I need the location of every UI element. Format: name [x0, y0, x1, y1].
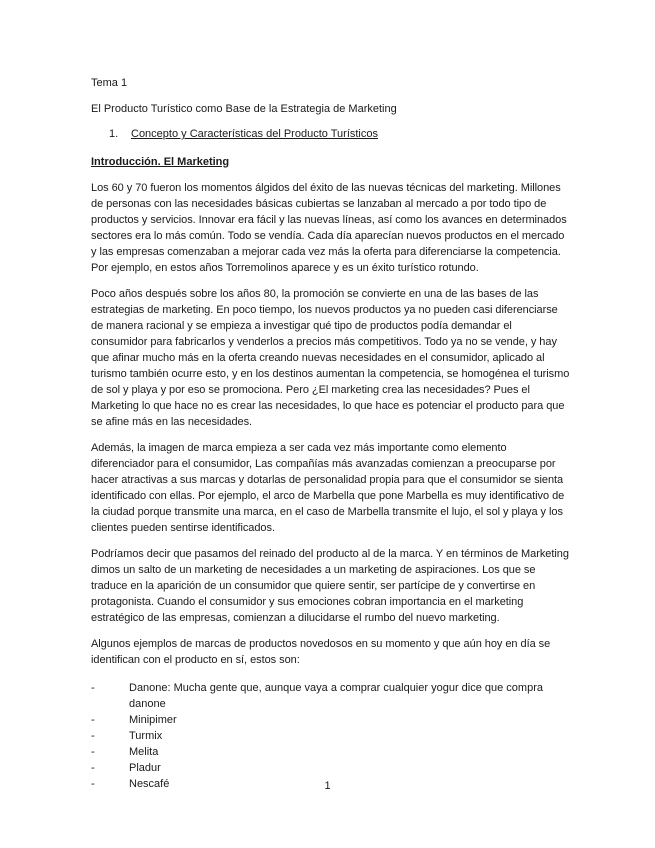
list-item	[91, 680, 571, 712]
brand-examples-list	[91, 680, 571, 792]
list-item-text: Melita	[129, 746, 159, 758]
bullet-dash: -	[91, 778, 95, 790]
list-item-text: Nescafé	[129, 778, 170, 790]
bullet-dash: -	[91, 762, 95, 774]
section-heading	[109, 127, 571, 143]
paragraph-5: Algunos ejemplos de marcas de productos novedosos en su momento y que aún hoy en día se identifican con el producto en sí, estos son:	[91, 638, 551, 666]
paragraph-2: Poco años después sobre los años 80, la promoción se convierte en una de las bases de las estrategias de marketing. En poco tiempo, los nuevos productos ya no pueden casi diferenciarse de manera racional y se empieza a investigar qué tipo de productos podía demandar el consumidor para fabricarlos y venderlos a precios más competitivos. Todo ya no se vende, y hay que afinar mucho más en la oferta creando nuevas necesidades en el consumidor, aplicado al turismo también ocurre esto, y en los destinos aumentan la competencia, se homogénea el turismo de sol y playa y por eso se promociona. Pero ¿El marketing crea las necesidades? Pues el Marketing lo que hace no es crear las necesidades, lo que hace es potenciar el producto para que se afine más en las necesidades.	[91, 288, 570, 428]
list-item	[91, 744, 571, 760]
paragraph-4: Podríamos decir que pasamos del reinado del producto al de la marca. Y en términos de Marketing dimos un salto de un marketing de necesidades a un marketing de aspiraciones. Los que se traduce en la aparición de un consumidor que quiere sentir, ser partícipe de y convertirse en protagonista. Cuando el consumidor y sus emociones cobran importancia en el marketing estratégico de las empresas, comienzan a dilucidarse el rumbo del nuevo marketing.	[91, 548, 569, 624]
paragraph-1: Los 60 y 70 fueron los momentos álgidos del éxito de las nuevas técnicas del marketing. Millones de personas con las necesidades básicas cubiertas se lanzaban al mercado a por todo tipo de productos y servicios. Innovar era fácil y las nuevas líneas, así como los avances en determinados sectores era lo más común. Todo se vendía. Cada día aparecían nuevos productos en el mercado y las empresas comenzaban a mejorar cada vez más la oferta para diferenciarse la competencia. Por ejemplo, en estos años Torremolinos aparece y es un éxito turístico rotundo.	[91, 182, 567, 274]
page-number: 1	[324, 780, 331, 792]
paragraph-3: Además, la imagen de marca empieza a ser cada vez más importante como elemento diferenciador para el consumidor, Las compañías más avanzadas comienzan a preocuparse por hacer atractivas a sus marcas y dotarlas de personalidad propia para que el consumidor se sienta identificado con ellas. Por ejemplo, el arco de Marbella que pone Marbella es muy identificativo de la ciudad porque transmite una marca, en el caso de Marbella transmite el lujo, el sol y playa y los clientes pueden sentirse identificados.	[91, 442, 565, 534]
list-item	[91, 760, 571, 776]
list-item-text: Minipimer	[129, 714, 177, 726]
topic-label: Tema 1	[91, 77, 128, 89]
document-title: El Producto Turístico como Base de la Estrategia de Marketing	[91, 102, 397, 115]
list-item	[91, 728, 571, 744]
bullet-dash: -	[91, 714, 95, 726]
intro-heading: Introducción. El Marketing	[91, 155, 230, 168]
list-item	[91, 712, 571, 728]
bullet-dash: -	[91, 682, 95, 694]
section-label: Concepto y Características del Producto Turísticos	[131, 128, 378, 140]
bullet-dash: -	[91, 746, 95, 758]
list-item-text: Pladur	[129, 762, 161, 774]
section-number: 1.	[109, 128, 119, 140]
list-item-text: Danone: Mucha gente que, aunque vaya a comprar cualquier yogur dice que compra danone	[129, 682, 543, 710]
bullet-dash: -	[91, 730, 95, 742]
list-item-text: Turmix	[129, 730, 163, 742]
page-content	[91, 76, 571, 792]
